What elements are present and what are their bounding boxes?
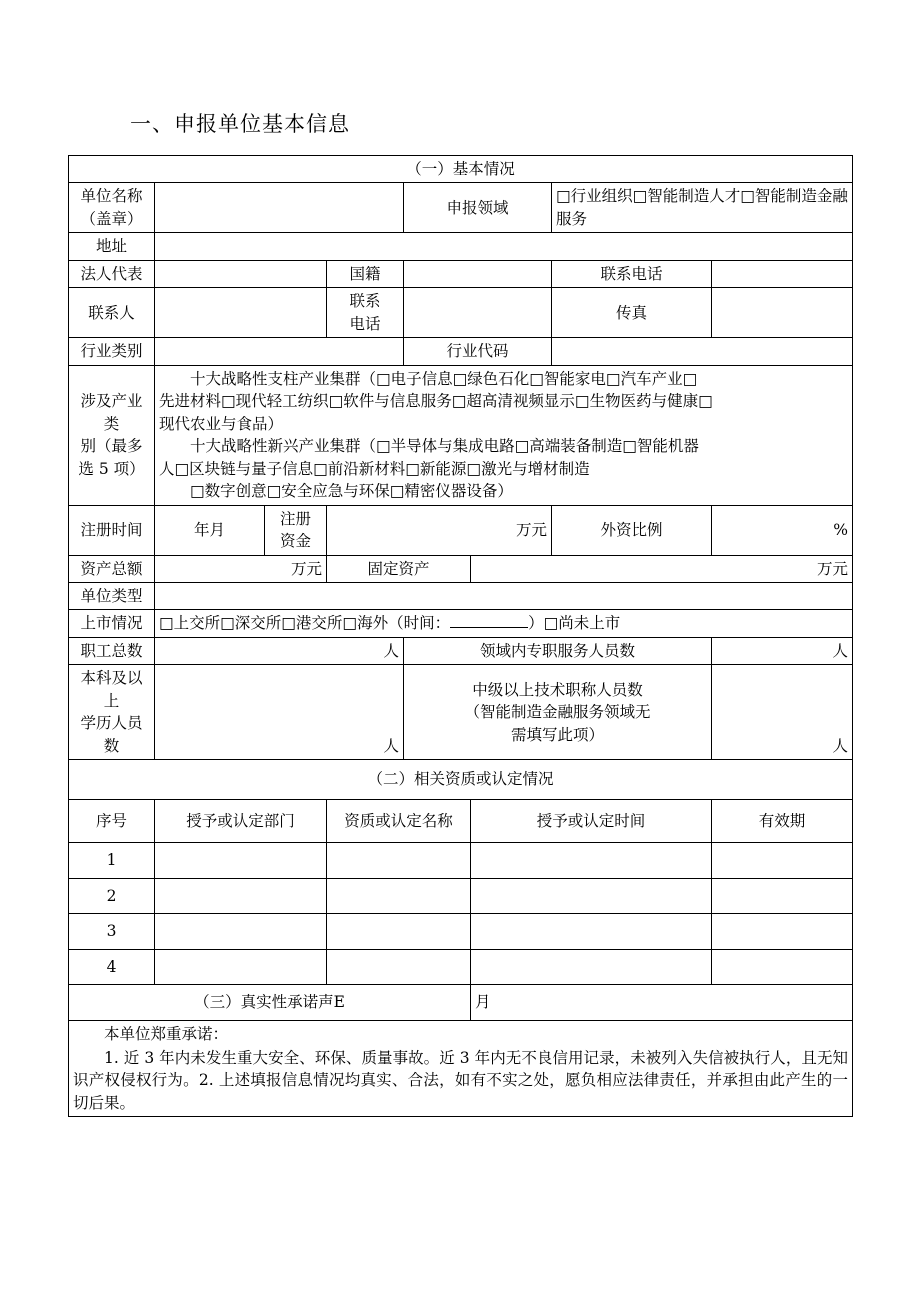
table-row (69, 365, 853, 505)
listing-date-blank[interactable] (450, 627, 528, 628)
industry-category-label: 行业类别 (69, 338, 155, 365)
reg-capital-input[interactable]: 万元 (327, 505, 552, 555)
industry-cluster-label (69, 365, 155, 505)
table-row (69, 183, 853, 233)
unit-name-input[interactable] (155, 183, 404, 233)
table-row (69, 288, 853, 338)
pillar-cluster-line1: 十大战略性支柱产业集群（□电子信息□绿色石化□智能家电□汽车产业□ (190, 369, 698, 388)
staff-total-input[interactable]: 人 (155, 637, 404, 664)
address-label: 地址 (69, 233, 155, 260)
table-row (69, 233, 853, 260)
fax-input[interactable] (712, 288, 853, 338)
foreign-ratio-input[interactable]: % (712, 505, 853, 555)
senior-title-label-line3: 需填写此项） (510, 725, 604, 744)
qual-row-dept[interactable] (155, 949, 327, 984)
application-form-table (68, 155, 853, 1117)
declare-field-value[interactable]: □行业组织□智能制造人才□智能制造金融服务 (552, 183, 853, 233)
reg-time-value[interactable]: 年月 (155, 505, 265, 555)
qual-row-no: 4 (69, 949, 155, 984)
contact-person-input[interactable] (155, 288, 327, 338)
qual-row-no: 1 (69, 843, 155, 878)
qual-row-dept[interactable] (155, 914, 327, 949)
contact-tel-label-line1: 联系 (349, 292, 381, 311)
qual-header-validity: 有效期 (712, 799, 853, 842)
declare-field-label: 申报领域 (404, 183, 552, 233)
contact-phone-label: 联系电话 (552, 260, 712, 287)
qual-row-time[interactable] (471, 843, 712, 878)
qual-header-no: 序号 (69, 799, 155, 842)
qual-row-time[interactable] (471, 878, 712, 913)
table-row (69, 338, 853, 365)
qual-row-no: 2 (69, 878, 155, 913)
qual-header-dept: 授予或认定部门 (155, 799, 327, 842)
reg-capital-label (265, 505, 327, 555)
table-row (69, 799, 853, 842)
table-row (69, 949, 853, 984)
unit-name-label-line1: 单位名称 (80, 187, 143, 206)
qual-header-time: 授予或认定时间 (471, 799, 712, 842)
listing-options-post: ）□尚未上市 (528, 614, 621, 633)
commitment-body: 1. 近 3 年内未发生重大安全、环保、质量事故。近 3 年内无不良信用记录，未被列入失信被执行人，且无知识产权侵权行为。2. 上述填报信息情况均真实、合法，如有不实之处，愿负相应法律责任，并承担由此产生的一切后果。 (73, 1049, 849, 1112)
listing-status-options[interactable] (155, 610, 853, 637)
qual-row-name[interactable] (327, 949, 471, 984)
industry-cluster-options[interactable] (155, 365, 853, 505)
fax-label: 传真 (552, 288, 712, 338)
address-input[interactable] (155, 233, 853, 260)
senior-title-label-line1: 中级以上技术职称人员数 (472, 680, 643, 699)
table-row (69, 1020, 853, 1117)
qual-row-name[interactable] (327, 878, 471, 913)
table-row (69, 637, 853, 664)
contact-tel-label-line2: 电话 (349, 314, 381, 333)
qual-row-time[interactable] (471, 914, 712, 949)
reg-time-label: 注册时间 (69, 505, 155, 555)
unit-type-input[interactable] (155, 582, 853, 609)
legal-rep-label: 法人代表 (69, 260, 155, 287)
pillar-cluster-line2: 先进材料□现代轻工纺织□软件与信息服务□超高清视频显示□生物医药与健康□ (159, 392, 713, 411)
industry-cluster-label-line3: 选 5 项） (78, 459, 145, 478)
reg-capital-label-line1: 注册 (279, 509, 311, 528)
emerging-cluster-line3: □数字创意□安全应急与环保□精密仪器设备） (190, 482, 513, 501)
total-assets-label: 资产总额 (69, 555, 155, 582)
industry-cluster-label-line1: 涉及产业类 (80, 392, 143, 433)
table-row (69, 878, 853, 913)
emerging-cluster-line1: 十大战略性新兴产业集群（□半导体与集成电路□高端装备制造□智能机器 (190, 437, 699, 456)
qual-row-dept[interactable] (155, 878, 327, 913)
emerging-cluster-line2: 人□区块链与量子信息□前沿新材料□新能源□激光与增材制造 (159, 459, 590, 478)
nationality-label: 国籍 (327, 260, 404, 287)
unit-name-label-line2: （盖章） (80, 209, 143, 228)
part-one-banner: （一）基本情况 (69, 156, 853, 183)
table-row (69, 260, 853, 287)
contact-tel-input[interactable] (404, 288, 552, 338)
qual-row-validity[interactable] (712, 843, 853, 878)
table-row (69, 582, 853, 609)
field-staff-label: 领域内专职服务人员数 (404, 637, 712, 664)
industry-code-label: 行业代码 (404, 338, 552, 365)
field-staff-input[interactable]: 人 (712, 637, 853, 664)
part-three-banner: （三）真实性承诺声E (69, 985, 471, 1020)
listing-options-pre: □上交所□深交所□港交所□海外（时间： (159, 614, 451, 633)
contact-person-label: 联系人 (69, 288, 155, 338)
pillar-cluster-line3: 现代农业与食品） (159, 414, 284, 433)
table-row (69, 843, 853, 878)
qual-row-validity[interactable] (712, 949, 853, 984)
qual-header-name: 资质或认定名称 (327, 799, 471, 842)
contact-tel-label (327, 288, 404, 338)
industry-category-input[interactable] (155, 338, 404, 365)
legal-rep-input[interactable] (155, 260, 327, 287)
table-row (69, 914, 853, 949)
bachelor-count-label (69, 665, 155, 760)
table-row (69, 760, 853, 799)
table-row (69, 156, 853, 183)
unit-type-label: 单位类型 (69, 582, 155, 609)
table-row (69, 665, 853, 760)
page-title: 一、申报单位基本信息 (130, 112, 350, 136)
senior-title-label-line2: （智能制造金融服务领域无 (464, 703, 651, 722)
industry-code-input[interactable] (552, 338, 853, 365)
bachelor-count-label-line1: 本科及以上 (80, 669, 143, 710)
senior-title-label (404, 665, 712, 760)
commitment-heading: 本单位郑重承诺： (104, 1024, 229, 1043)
qual-row-no: 3 (69, 914, 155, 949)
qual-row-validity[interactable] (712, 914, 853, 949)
qual-row-dept[interactable] (155, 843, 327, 878)
bachelor-count-label-line2: 学历人员数 (80, 714, 143, 755)
table-row (69, 985, 853, 1020)
foreign-ratio-label: 外资比例 (552, 505, 712, 555)
nationality-input[interactable] (404, 260, 552, 287)
commitment-statement (69, 1020, 853, 1117)
qual-row-time[interactable] (471, 949, 712, 984)
table-row (69, 610, 853, 637)
qual-row-name[interactable] (327, 914, 471, 949)
senior-title-input[interactable]: 人 (712, 665, 853, 760)
unit-name-label (69, 183, 155, 233)
reg-capital-label-line2: 资金 (279, 532, 311, 551)
total-assets-input[interactable]: 万元 (155, 555, 327, 582)
staff-total-label: 职工总数 (69, 637, 155, 664)
part-three-banner-right: 月 (471, 985, 853, 1020)
qual-row-validity[interactable] (712, 878, 853, 913)
part-two-banner: （二）相关资质或认定情况 (69, 760, 853, 799)
fixed-assets-input[interactable]: 万元 (471, 555, 853, 582)
table-row (69, 555, 853, 582)
qual-row-name[interactable] (327, 843, 471, 878)
bachelor-count-input[interactable]: 人 (155, 665, 404, 760)
industry-cluster-label-line2: 别（最多 (80, 437, 143, 456)
table-row (69, 505, 853, 555)
contact-phone-input[interactable] (712, 260, 853, 287)
fixed-assets-label: 固定资产 (327, 555, 471, 582)
listing-status-label: 上市情况 (69, 610, 155, 637)
